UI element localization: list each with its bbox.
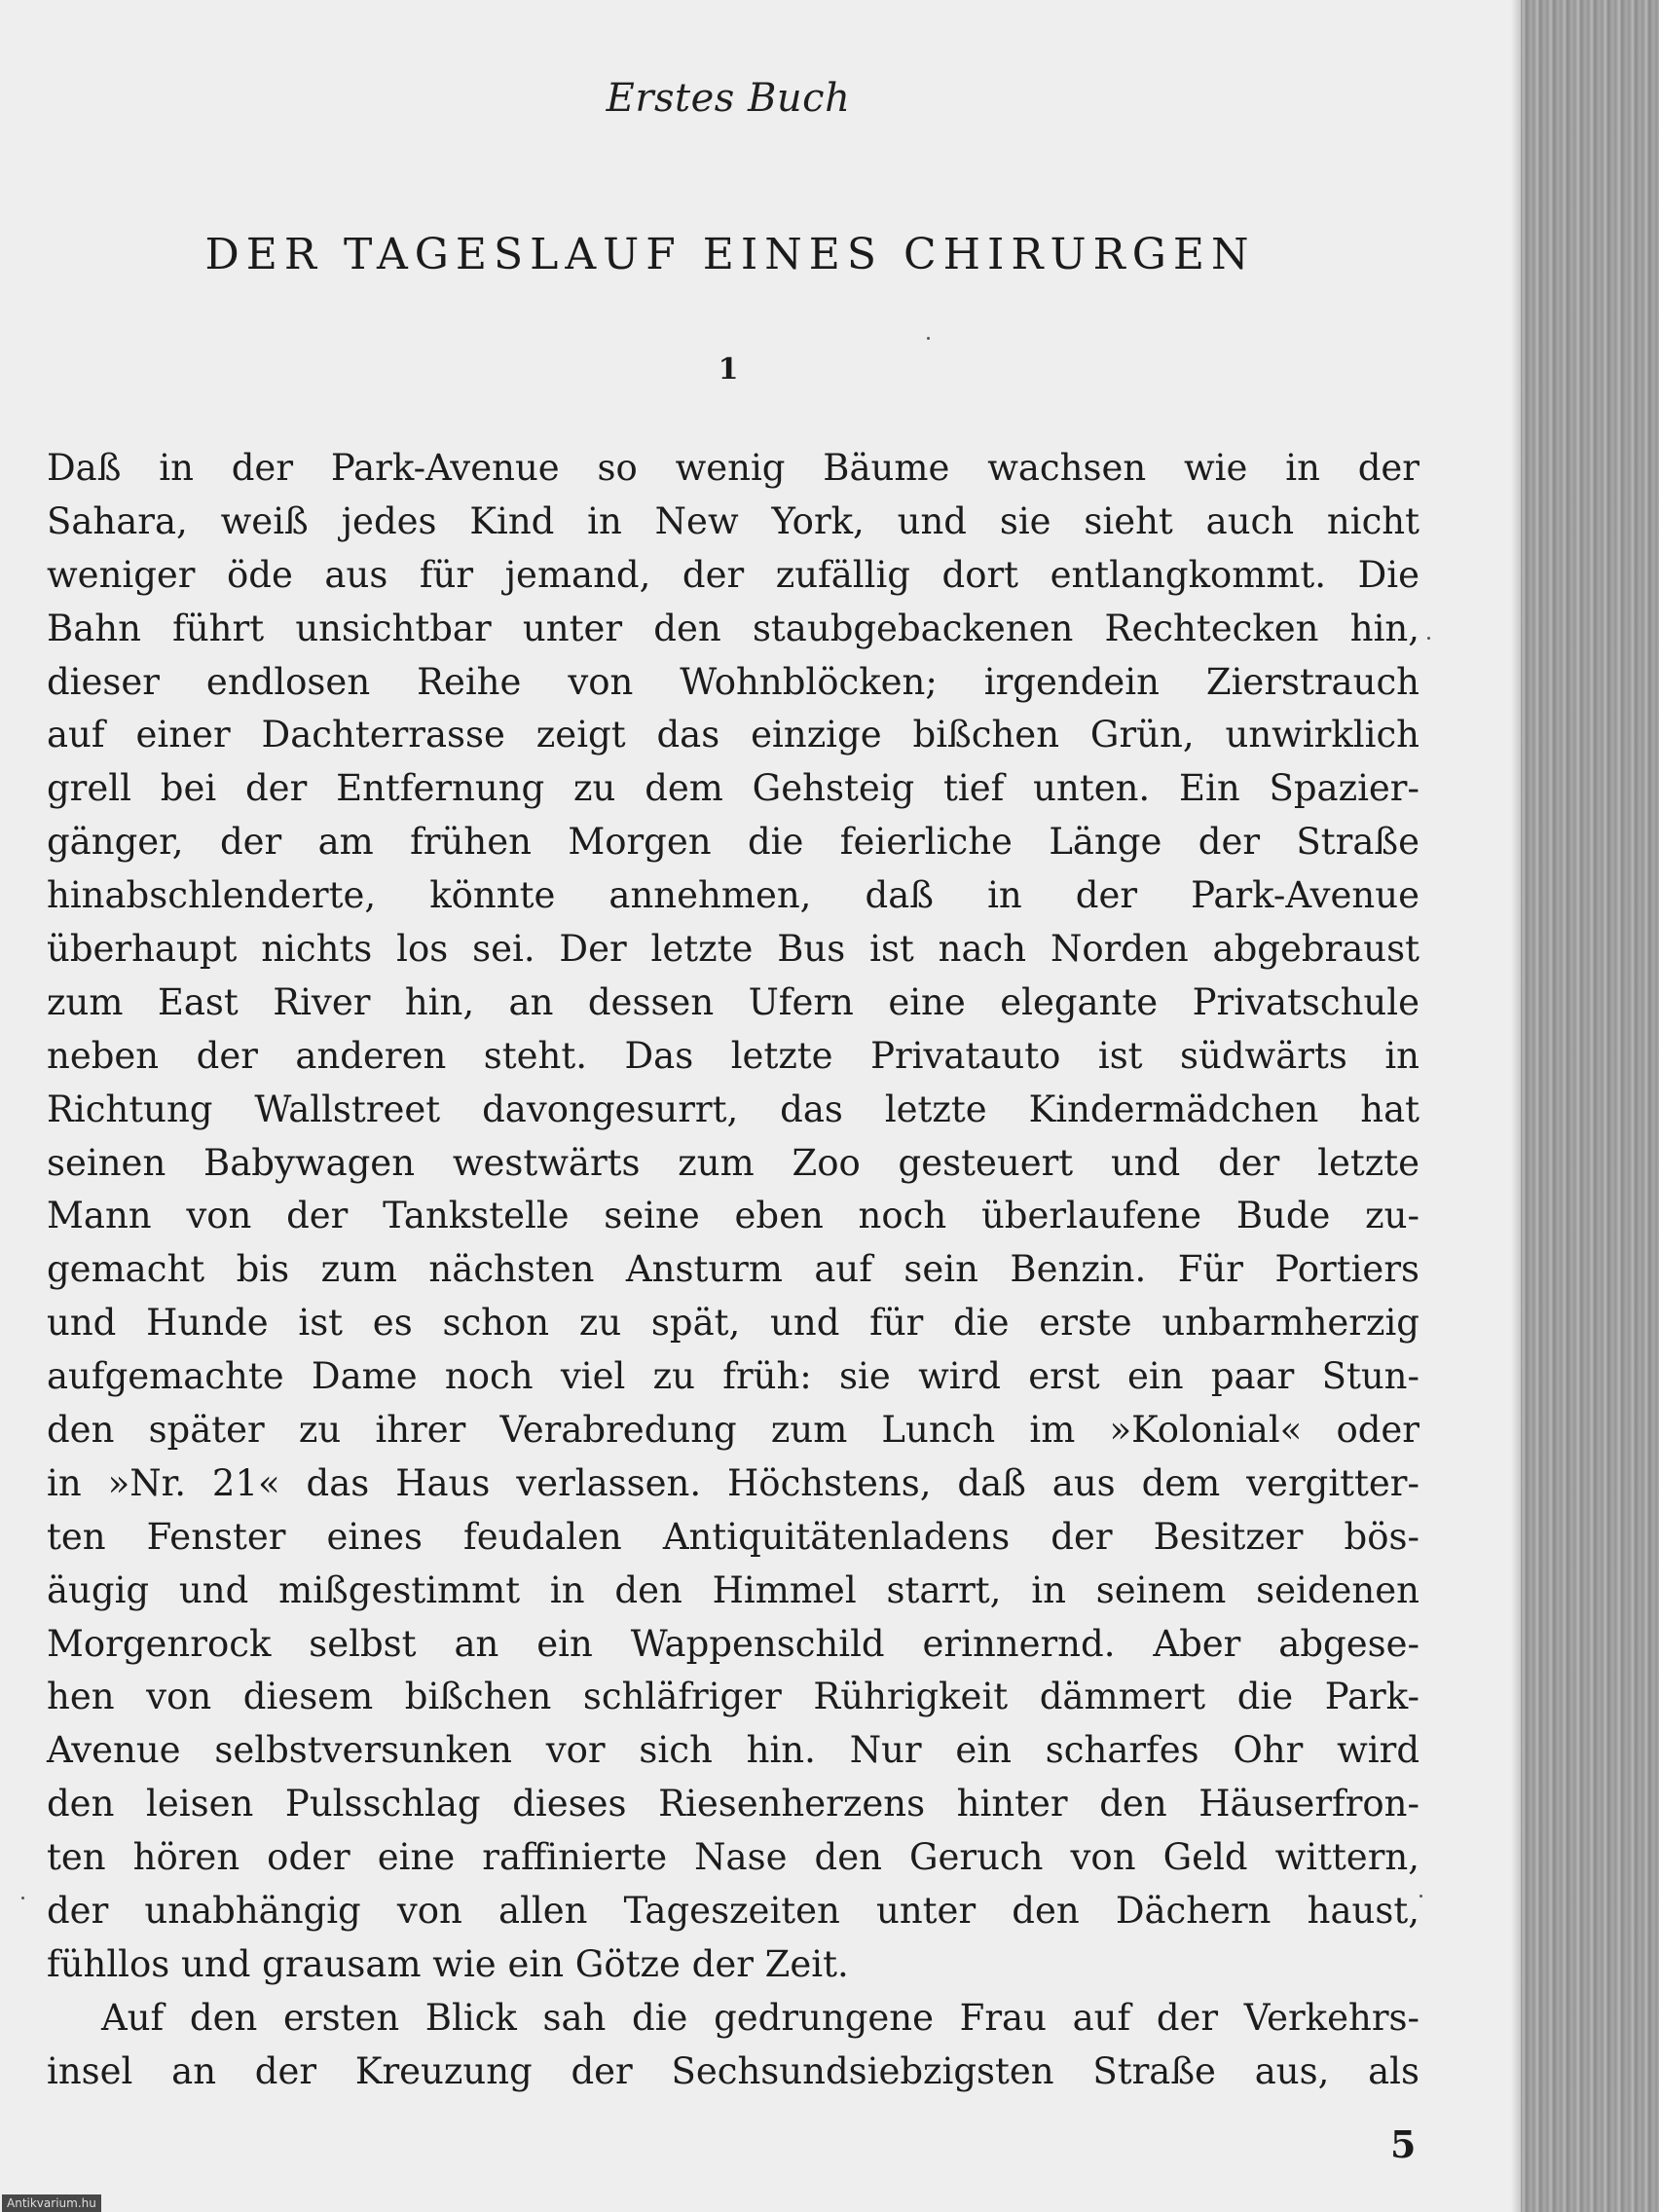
text-line: seinen Babywagen westwärts zum Zoo gesteuert und der letzte [47, 1141, 1419, 1184]
text-line: Bahn führt unsichtbar unter den staubgebackenen Rechtecken hin, [47, 607, 1419, 649]
stacked-page-edges [1521, 0, 1659, 2212]
text-line: gemacht bis zum nächsten Ansturm auf sein Benzin. Für Portiers [47, 1248, 1419, 1291]
text-line: hen von diesem bißchen schläfriger Rührigkeit dämmert die Park- [47, 1676, 1419, 1718]
text-line: ten Fenster eines feudalen Antiquitätenladens der Besitzer bös- [47, 1515, 1419, 1558]
text-line: Daß in der Park-Avenue so wenig Bäume wachsen wie in der [47, 447, 1419, 489]
text-line: hinabschlenderte, könnte annehmen, daß in der Park-Avenue [47, 874, 1419, 917]
text-line: gänger, der am frühen Morgen die feierliche Länge der Straße [47, 821, 1419, 864]
text-line: Morgenrock selbst an ein Wappenschild erinnernd. Aber abgese- [47, 1622, 1419, 1665]
text-line: auf einer Dachterrasse zeigt das einzige bißchen Grün, unwirklich [47, 714, 1419, 756]
section-number: 1 [718, 352, 739, 387]
paper-speck [21, 1897, 24, 1899]
paper-speck [927, 337, 930, 340]
page-number: 5 [1390, 2122, 1417, 2166]
running-head: Erstes Buch [606, 76, 851, 121]
text-line: ten hören oder eine raffinierte Nase den Geruch von Geld wittern, [47, 1836, 1419, 1879]
text-line: neben der anderen steht. Das letzte Privatauto ist südwärts in [47, 1034, 1419, 1077]
text-line: weniger öde aus für jemand, der zufällig dort entlangkommt. Die [47, 553, 1419, 596]
text-line: den später zu ihrer Verabredung zum Lunch im »Kolonial« oder [47, 1409, 1419, 1452]
text-line: zum East River hin, an dessen Ufern eine elegante Privatschule [47, 980, 1419, 1023]
text-line: Mann von der Tankstelle seine eben noch überlaufene Bude zu- [47, 1195, 1419, 1237]
paper-speck [1427, 637, 1430, 640]
text-line: der unabhängig von allen Tageszeiten unter den Dächern haust, [47, 1890, 1419, 1933]
text-line: überhaupt nichts los sei. Der letzte Bus ist nach Norden abgebraust [47, 928, 1419, 971]
paper-speck [1419, 1895, 1422, 1898]
body-text [47, 442, 1419, 2099]
text-line: in »Nr. 21« das Haus verlassen. Höchstens, daß aus dem vergitter- [47, 1461, 1419, 1504]
paragraph-end-line: fühllos und grausam wie ein Götze der Zeit. [47, 1942, 849, 1985]
text-line: Sahara, weiß jedes Kind in New York, und sie sieht auch nicht [47, 499, 1419, 542]
text-line: Avenue selbstversunken vor sich hin. Nur ein scharfes Ohr wird [47, 1729, 1419, 1772]
watermark-label: Antikvarium.hu [2, 2194, 101, 2212]
text-line: äugig und mißgestimmt in den Himmel starrt, in seinem seidenen [47, 1568, 1419, 1611]
text-line: Richtung Wallstreet davongesurrt, das letzte Kindermädchen hat [47, 1088, 1419, 1130]
text-line: insel an der Kreuzung der Sechsundsiebzigsten Straße aus, als [47, 2049, 1419, 2092]
text-line: den leisen Pulsschlag dieses Riesenherzens hinter den Häuserfron- [47, 1783, 1419, 1825]
text-line: und Hunde ist es schon zu spät, und für die erste unbarmherzig [47, 1302, 1419, 1345]
paragraph-start-line: Auf den ersten Blick sah die gedrungene Frau auf der Verkehrs- [101, 1996, 1419, 2039]
chapter-title: DER TAGESLAUF EINES CHIRURGEN [204, 230, 1256, 279]
text-line: dieser endlosen Reihe von Wohnblöcken; irgendein Zierstrauch [47, 660, 1419, 703]
text-line: aufgemachte Dame noch viel zu früh: sie wird erst ein paar Stun- [47, 1355, 1419, 1398]
text-line: grell bei der Entfernung zu dem Gehsteig tief unten. Ein Spazier- [47, 767, 1419, 810]
